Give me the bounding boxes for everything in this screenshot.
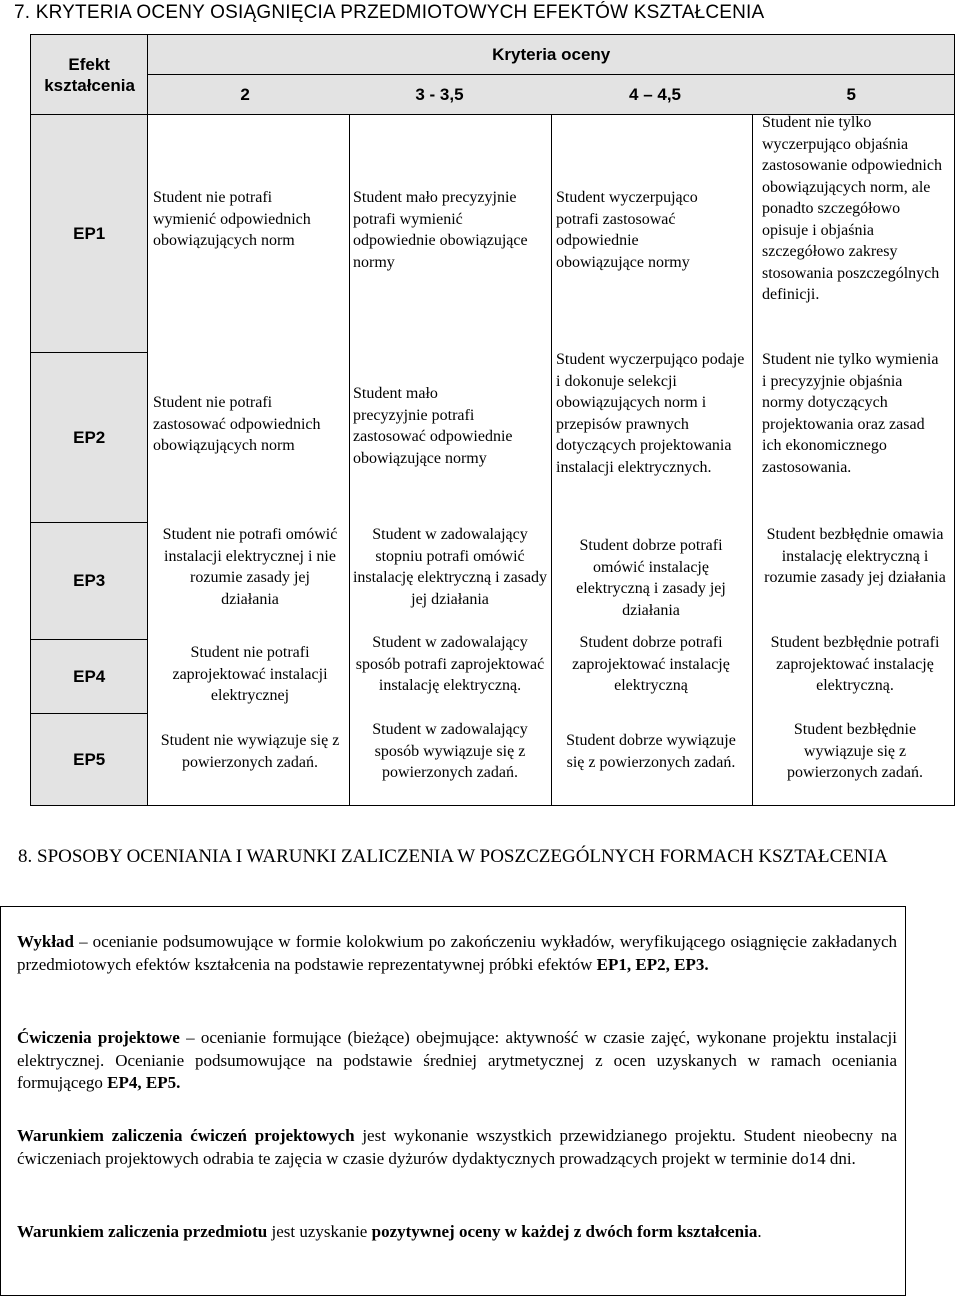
grade5-ep5: Student bezbłędnie wywiązuje się z powierzonych zadań. [787,721,923,781]
lecture-label: Wykład [17,932,75,951]
effect-ep2: EP2 [31,353,148,523]
lecture-paragraph [17,931,897,976]
effect-ep3: EP3 [31,523,148,640]
assessment-box [0,906,906,1296]
grade2-ep1: Student nie potrafi wymienić odpowiednich obowiązujących norm [153,189,311,249]
grade-4-label: 4 – 4,5 [629,84,682,104]
grade-3-label: 3 - 3,5 [415,84,464,104]
grade2-ep4: Student nie potrafi zaprojektować instalacji elektrycznej [172,644,328,704]
grade4-ep4: Student dobrze potrafi zaprojektować instalację elektryczną [572,634,730,694]
grade2-ep2: Student nie potrafi zastosować odpowiednich obowiązujących norm [153,394,321,454]
project-paragraph [17,1027,897,1095]
effect-ep5: EP5 [31,714,148,806]
course-pass-text: jest uzyskanie [267,1222,372,1241]
project-text: – ocenianie formujące (bieżące) obejmujące: aktywność w czasie zajęć, wykonane projektu instalacji elektrycznej. Ocenianie podsumowujące na podstawie średniej arytmetycznej z ocen uzyskanych w ramach oceniania formującego [17,1028,897,1092]
grade3-ep3: Student w zadowalający stopniu potrafi omówić instalację elektryczną i zasady jej działania [352,526,548,608]
effect-column-header [31,35,148,115]
grade5-ep4: Student bezbłędnie potrafi zaprojektować instalację elektryczną. [770,634,940,694]
grade3-ep4: Student w zadowalający sposób potrafi zaprojektować instalację elektryczną. [355,634,545,694]
effect-ep1: EP1 [31,115,148,353]
grade4-ep3: Student dobrze potrafi omówić instalację elektryczną i zasady jej działania [576,537,726,619]
grade3-ep2: Student mało precyzyjnie potrafi zastosować odpowiednie obowiązujące normy [353,385,513,467]
grade3-ep1: Student mało precyzyjnie potrafi wymienić odpowiednie obowiązujące normy [353,189,528,271]
grade3-ep5: Student w zadowalający sposób wywiązuje się z powierzonych zadań. [372,721,528,781]
project-effects: EP4, EP5. [107,1073,181,1092]
section-heading-7: 7. KRYTERIA OCENY OSIĄGNIĘCIA PRZEDMIOTOWYCH EFEKTÓW KSZTAŁCENIA [14,2,765,23]
grades-header-row [148,75,955,115]
grade5-ep1: Student nie tylko wyczerpująco objaśnia zastosowanie odpowiednich obowiązujących norm, ale ponadto szczegółowo opisuje i objaśnia szczegółowo zakresy stosowania poszczególnych definicji. [762,114,942,303]
project-pass-paragraph [17,1125,897,1170]
course-pass-label: Warunkiem zaliczenia przedmiotu [17,1222,268,1241]
grade4-ep2: Student wyczerpująco podaje i dokonuje selekcji obowiązujących norm i przepisów prawnych dotyczących projektowania instalacji elektrycznych. [556,351,745,476]
project-pass-label: Warunkiem zaliczenia ćwiczeń projektowych [17,1126,355,1145]
effect-ep4: EP4 [31,640,148,714]
course-pass-emphasis: pozytywnej oceny w każdej z dwóch form kształcenia [371,1222,758,1241]
project-label: Ćwiczenia projektowe [17,1028,180,1047]
grade2-ep3: Student nie potrafi omówić instalacji elektrycznej i nie rozumie zasady jej działania [162,526,338,608]
grade5-ep3: Student bezbłędnie omawia instalację elektryczną i rozumie zasady jej działania [764,526,946,586]
grade4-ep1: Student wyczerpująco potrafi zastosować odpowiednie obowiązujące normy [556,189,698,271]
lecture-effects: EP1, EP2, EP3. [596,954,709,974]
criteria-header: Kryteria oceny [148,35,955,75]
effect-header-label: Efekt kształcenia [44,54,135,95]
section-heading-8: 8. SPOSOBY OCENIANIA I WARUNKI ZALICZENIA W POSZCZEGÓLNYCH FORMACH KSZTAŁCENIA [18,846,888,867]
course-pass-paragraph [17,1221,897,1244]
grade2-ep5: Student nie wywiązuje się z powierzonych zadań. [160,732,340,771]
grade-5-label: 5 [846,84,856,104]
grade4-ep5: Student dobrze wywiązuje się z powierzonych zadań. [566,732,736,771]
grade-2-label: 2 [240,84,250,104]
project-pass-text: jest wykonanie wszystkich przewidzianego projektu. Student nieobecny na ćwiczeniach projektowych odrabia te zajęcia w czasie dyżurów dydaktycznych prowadzących projekt w terminie do14 dni. [17,1126,898,1168]
lecture-text: – ocenianie podsumowujące w formie kolokwium po zakończeniu wykładów, weryfikującego osiągnięcie zakładanych przedmiotowych efektów kształcenia na podstawie reprezentatywnej próbki efektów [17,932,897,974]
course-pass-end: . [757,1222,762,1241]
grade5-ep2: Student nie tylko wymienia i precyzyjnie objaśnia normy dotyczących projektowania oraz zasad ich ekonomicznego zastosowania. [762,351,939,476]
